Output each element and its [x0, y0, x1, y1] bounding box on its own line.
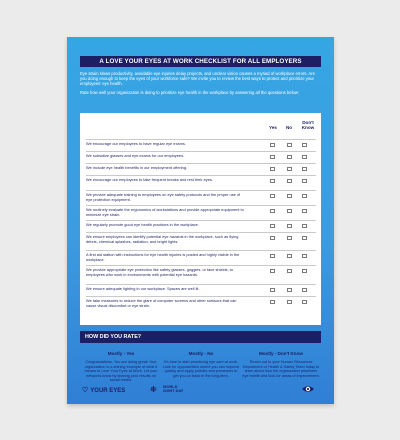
question-text: We encourage our employees to have regular eye exams.	[86, 141, 186, 146]
checkbox-yes[interactable]	[270, 155, 275, 160]
checkbox-no[interactable]	[287, 143, 292, 148]
question-text: We ensure employees can identify potential eye hazards in the workplace, such as flying debris, chemical splashes, radiation, and bright lights.	[86, 234, 239, 244]
question-text: We subsidize glasses and eye exams for our employees.	[86, 153, 185, 158]
checkbox-dont-know[interactable]	[302, 143, 307, 148]
question-row	[86, 296, 316, 315]
checkbox-no[interactable]	[287, 167, 292, 172]
result-mostly-dont-know	[242, 351, 320, 378]
checkbox-dont-know[interactable]	[302, 167, 307, 172]
question-text: We regularly promote good eye health practices in the workplace.	[86, 222, 199, 227]
question-text: We take measures to reduce the glare of computer screens and other surfaces that can cause visual discomfort or eye strain.	[86, 298, 237, 308]
rate-heading: HOW DID YOU RATE?	[85, 334, 142, 340]
question-text: We encourage our employees to take frequent breaks and rest their eyes.	[86, 177, 213, 182]
checkbox-no[interactable]	[287, 269, 292, 274]
question-row	[86, 175, 316, 191]
checkbox-dont-know[interactable]	[302, 254, 307, 259]
checkbox-dont-know[interactable]	[302, 224, 307, 229]
result-heading: Mostly - Don't Know	[259, 351, 303, 356]
checkbox-dont-know[interactable]	[302, 209, 307, 214]
logo-line: WORLD	[163, 385, 178, 389]
world-sight-day-mark-icon: ⁜	[150, 385, 157, 394]
results-section	[80, 345, 321, 415]
checkbox-yes[interactable]	[270, 167, 275, 172]
checkbox-dont-know[interactable]	[302, 155, 307, 160]
question-row	[86, 265, 316, 285]
question-row	[86, 205, 316, 221]
column-header-yes: Yes	[269, 125, 277, 130]
result-mostly-yes	[82, 351, 160, 383]
checkbox-no[interactable]	[287, 236, 292, 241]
checkbox-no[interactable]	[287, 155, 292, 160]
checkbox-dont-know[interactable]	[302, 300, 307, 305]
intro-paragraph: Rate how well your organization is doing to prioritize eye health in the workplace by answering all the questions below:	[80, 89, 300, 95]
logo-text: YOUR EYES	[90, 388, 126, 394]
checkbox-yes[interactable]	[270, 269, 275, 274]
result-body: Congratulations. You are doing great! Your organization is a shining example of what it means to Love Your Eyes at Work. Let your networks know by sharing your results on social media.	[84, 360, 158, 383]
checkbox-yes[interactable]	[270, 254, 275, 259]
questions-table	[80, 113, 321, 325]
column-header-no: No	[285, 125, 293, 130]
result-heading: Mostly - No	[188, 351, 214, 356]
eye-icon	[301, 385, 315, 393]
question-text: We routinely evaluate the ergonomics of workstations and provide appropriate equipment to minimize eye strain.	[86, 207, 244, 217]
checkbox-dont-know[interactable]	[302, 236, 307, 241]
checkbox-no[interactable]	[287, 209, 292, 214]
question-text: We include eye health benefits in our employment offering.	[86, 165, 188, 170]
checkbox-yes[interactable]	[270, 194, 275, 199]
checklist-document	[67, 37, 334, 404]
document-title: A LOVE YOUR EYES AT WORK CHECKLIST FOR ALL EMPLOYERS	[80, 56, 321, 67]
checkbox-yes[interactable]	[270, 300, 275, 305]
heart-icon: ♡	[82, 387, 89, 394]
logo-line: SIGHT DAY	[163, 389, 184, 394]
question-text: We provide appropriate eye protection like safety glasses, goggles, or face shields, to employees who work in environments with potential eye hazards.	[86, 267, 233, 277]
checkbox-yes[interactable]	[270, 224, 275, 229]
question-text: We ensure adequate lighting in our workplace. Spaces are well lit.	[86, 286, 200, 291]
checkbox-dont-know[interactable]	[302, 194, 307, 199]
checkbox-no[interactable]	[287, 254, 292, 259]
question-text: We provide adequate training to employees on eye safety protocols and the proper use of eye protection equipment.	[86, 192, 241, 202]
column-header-dont-know: Don't Know	[301, 120, 315, 130]
result-body: Reach out to your Human Resources Department or Health & Safety Team today to learn about how the organization prioritizes eye health and look for areas of improvement.	[242, 360, 320, 378]
checkbox-dont-know[interactable]	[302, 179, 307, 184]
result-heading: Mostly - Yes	[107, 351, 135, 356]
question-row	[86, 190, 316, 206]
checkbox-yes[interactable]	[270, 288, 275, 293]
checkbox-yes[interactable]	[270, 179, 275, 184]
intro-text	[80, 71, 321, 98]
checkbox-yes[interactable]	[270, 209, 275, 214]
love-your-eyes-logo	[82, 386, 125, 394]
checkbox-dont-know[interactable]	[302, 288, 307, 293]
checkbox-no[interactable]	[287, 224, 292, 229]
footer	[80, 382, 321, 400]
checkbox-no[interactable]	[287, 288, 292, 293]
world-sight-day-text	[163, 385, 183, 394]
checkbox-yes[interactable]	[270, 236, 275, 241]
result-body: It's time to start prioritizing eye care at work. Look for opportunities where you can improve quickly and apply policies and processes to get you on track in the long-term.	[162, 360, 240, 378]
intro-paragraph: Eye strain slows productivity, avoidable eye injuries delay projects, and unclear vision causes a myriad of workplace errors. Are you doing enough to keep the eyes of your workforce safe? We invite you to review the best ways to protect and prioritize your employees' eye health.	[80, 71, 315, 87]
question-row	[86, 232, 316, 251]
checkbox-no[interactable]	[287, 300, 292, 305]
question-text: A first aid station with instructions for eye health injuries is posted and highly visible in the workplace.	[86, 252, 240, 262]
checkbox-no[interactable]	[287, 194, 292, 199]
checkbox-no[interactable]	[287, 179, 292, 184]
result-mostly-no	[162, 351, 240, 378]
rate-heading-bar	[80, 331, 321, 343]
checkbox-dont-know[interactable]	[302, 269, 307, 274]
question-row	[86, 250, 316, 266]
checkbox-yes[interactable]	[270, 143, 275, 148]
